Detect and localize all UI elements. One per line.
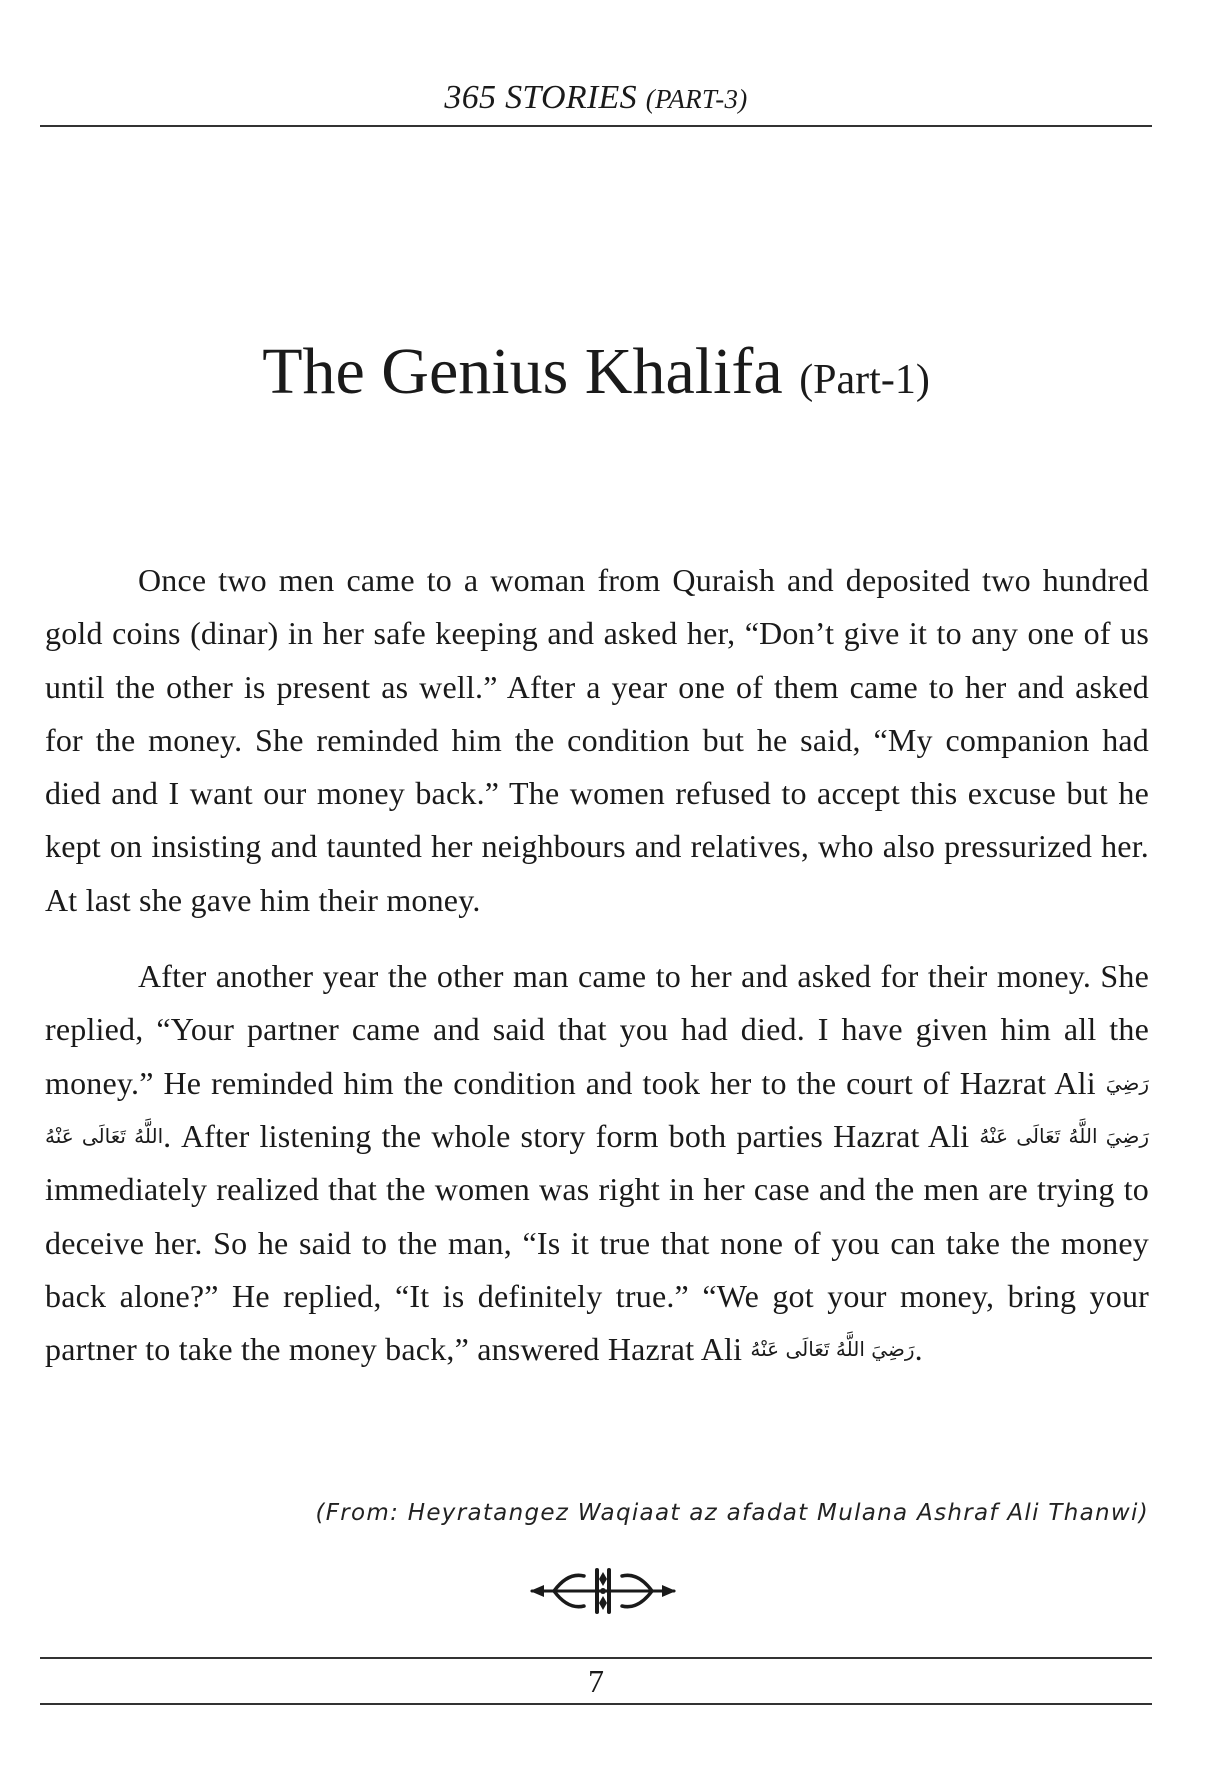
honorific-icon: رَضِيَ اللَّهُ تَعَالَى عَنْهُ xyxy=(45,1070,1149,1148)
story-title-part: (Part-1) xyxy=(799,357,930,403)
paragraph-2-text-2: . After listening the whole story form both parties Hazrat Ali xyxy=(163,1117,970,1154)
floral-divider-icon xyxy=(528,1566,678,1616)
paragraph-2 xyxy=(45,950,1149,1376)
footer-divider-bottom xyxy=(40,1703,1152,1705)
honorific-icon: رَضِيَ اللَّهُ تَعَالَى عَنْهُ xyxy=(979,1123,1150,1148)
header-title: 365 STORIES xyxy=(444,79,637,116)
honorific-icon: رَضِيَ اللَّهُ تَعَالَى عَنْهُ xyxy=(750,1337,915,1362)
paragraph-2-text-4: . xyxy=(914,1331,923,1368)
story-title xyxy=(40,332,1152,420)
header-subtitle: (PART-3) xyxy=(645,84,748,114)
page-number: 7 xyxy=(588,1663,604,1699)
story-body xyxy=(45,554,1149,1376)
footer-divider-top xyxy=(40,1657,1152,1659)
source-citation: (From: Heyratangez Waqiaat az afadat Mulana Ashraf Ali Thanwi) xyxy=(315,1500,1149,1526)
paragraph-1: Once two men came to a woman from Quraish and deposited two hundred gold coins (dinar) in her safe keeping and asked her, “Don’t give it to any one of us until the other is present as well.” After a year one of them came to her and asked for the money. She reminded him the condition but he said, “My companion had died and I want our money back.” The women refused to accept this excuse but he kept on insisting and taunted her neighbours and relatives, who also pressurized her. At last she gave him their money. xyxy=(45,562,1149,918)
paragraph-2-text-3: immediately realized that the women was right in her case and the men are trying to deceive her. So he said to the man, “Is it true that none of you can take the money back alone?” He replied, “It is definitely true.” “We got your money, bring your partner to take the money back,” answered Hazrat Ali xyxy=(45,1171,1149,1368)
running-header xyxy=(40,78,1152,119)
header-divider xyxy=(40,125,1152,127)
story-title-text: The Genius Khalifa xyxy=(262,335,783,408)
paragraph-2-text-1: After another year the other man came to her and asked for their money. She replied, “Your partner came and said that you had died. I have given him all the money.” He reminded him the condition and took her to the court of Hazrat Ali xyxy=(45,958,1149,1101)
